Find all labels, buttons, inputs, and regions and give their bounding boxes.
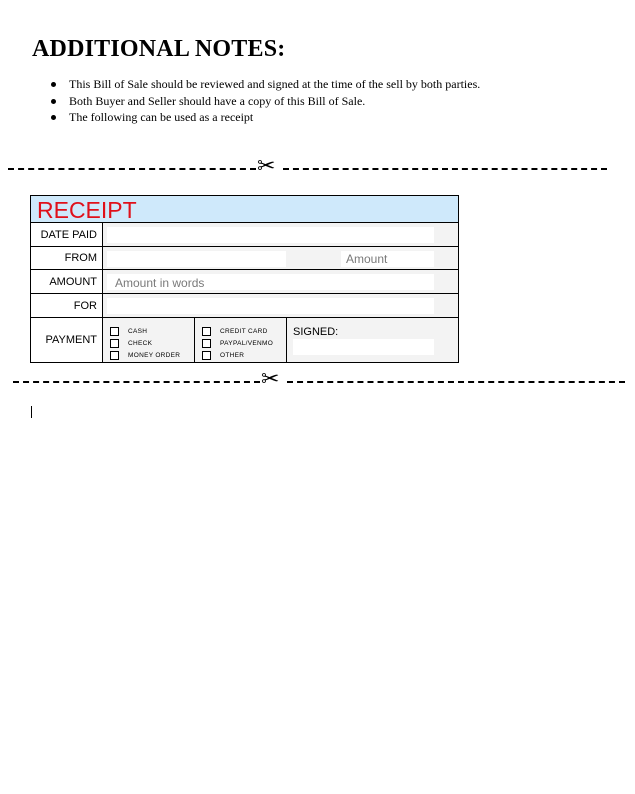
payment-options-left: CASH CHECK MONEY ORDER [103, 318, 195, 362]
bullet-icon [51, 82, 56, 87]
signature-field[interactable] [293, 339, 434, 355]
note-text: This Bill of Sale should be reviewed and signed at the time of the sell by both parties. [69, 77, 481, 91]
payment-options-right: CREDIT CARD PAYPAL/VENMO OTHER [195, 318, 287, 362]
date-paid-field[interactable] [107, 227, 434, 243]
payment-row [31, 318, 458, 362]
amount-words-placeholder: Amount in words [115, 276, 205, 290]
checkbox-icon[interactable] [110, 327, 119, 336]
note-item [51, 76, 480, 93]
note-text: Both Buyer and Seller should have a copy of this Bill of Sale. [69, 93, 366, 108]
for-label: FOR [31, 294, 103, 317]
cut-line-top [0, 153, 635, 180]
payment-label: PAYMENT [31, 318, 103, 362]
checkbox-icon[interactable] [202, 339, 211, 348]
notes-list [51, 76, 480, 126]
checkbox-icon[interactable] [202, 327, 211, 336]
amount-row [31, 270, 458, 294]
for-row [31, 294, 458, 318]
receipt-title-bar [31, 196, 458, 223]
text-cursor [31, 406, 32, 418]
date-paid-row [31, 223, 458, 247]
checkbox-icon[interactable] [202, 351, 211, 360]
note-item [51, 93, 480, 110]
from-label: FROM [31, 247, 103, 269]
receipt-title: RECEIPT [37, 197, 137, 223]
bullet-icon [51, 99, 56, 104]
scissors-icon: ✂ [261, 366, 280, 391]
checkbox-icon[interactable] [110, 339, 119, 348]
note-text: The following can be used as a receipt [69, 110, 254, 124]
notes-heading: ADDITIONAL NOTES: [32, 36, 286, 62]
amount-label: AMOUNT [31, 270, 103, 293]
checkbox-icon[interactable] [110, 351, 119, 360]
date-paid-label: DATE PAID [31, 223, 103, 246]
cut-line-bottom [0, 366, 635, 393]
for-field[interactable] [107, 298, 434, 314]
signed-label: SIGNED: [293, 326, 339, 338]
amount-placeholder: Amount [346, 252, 388, 266]
from-field[interactable] [107, 251, 286, 267]
from-row [31, 247, 458, 270]
receipt-form [30, 195, 459, 363]
bullet-icon [51, 115, 56, 120]
note-item [51, 109, 480, 126]
signature-area [287, 318, 458, 362]
scissors-icon: ✂ [257, 153, 276, 178]
